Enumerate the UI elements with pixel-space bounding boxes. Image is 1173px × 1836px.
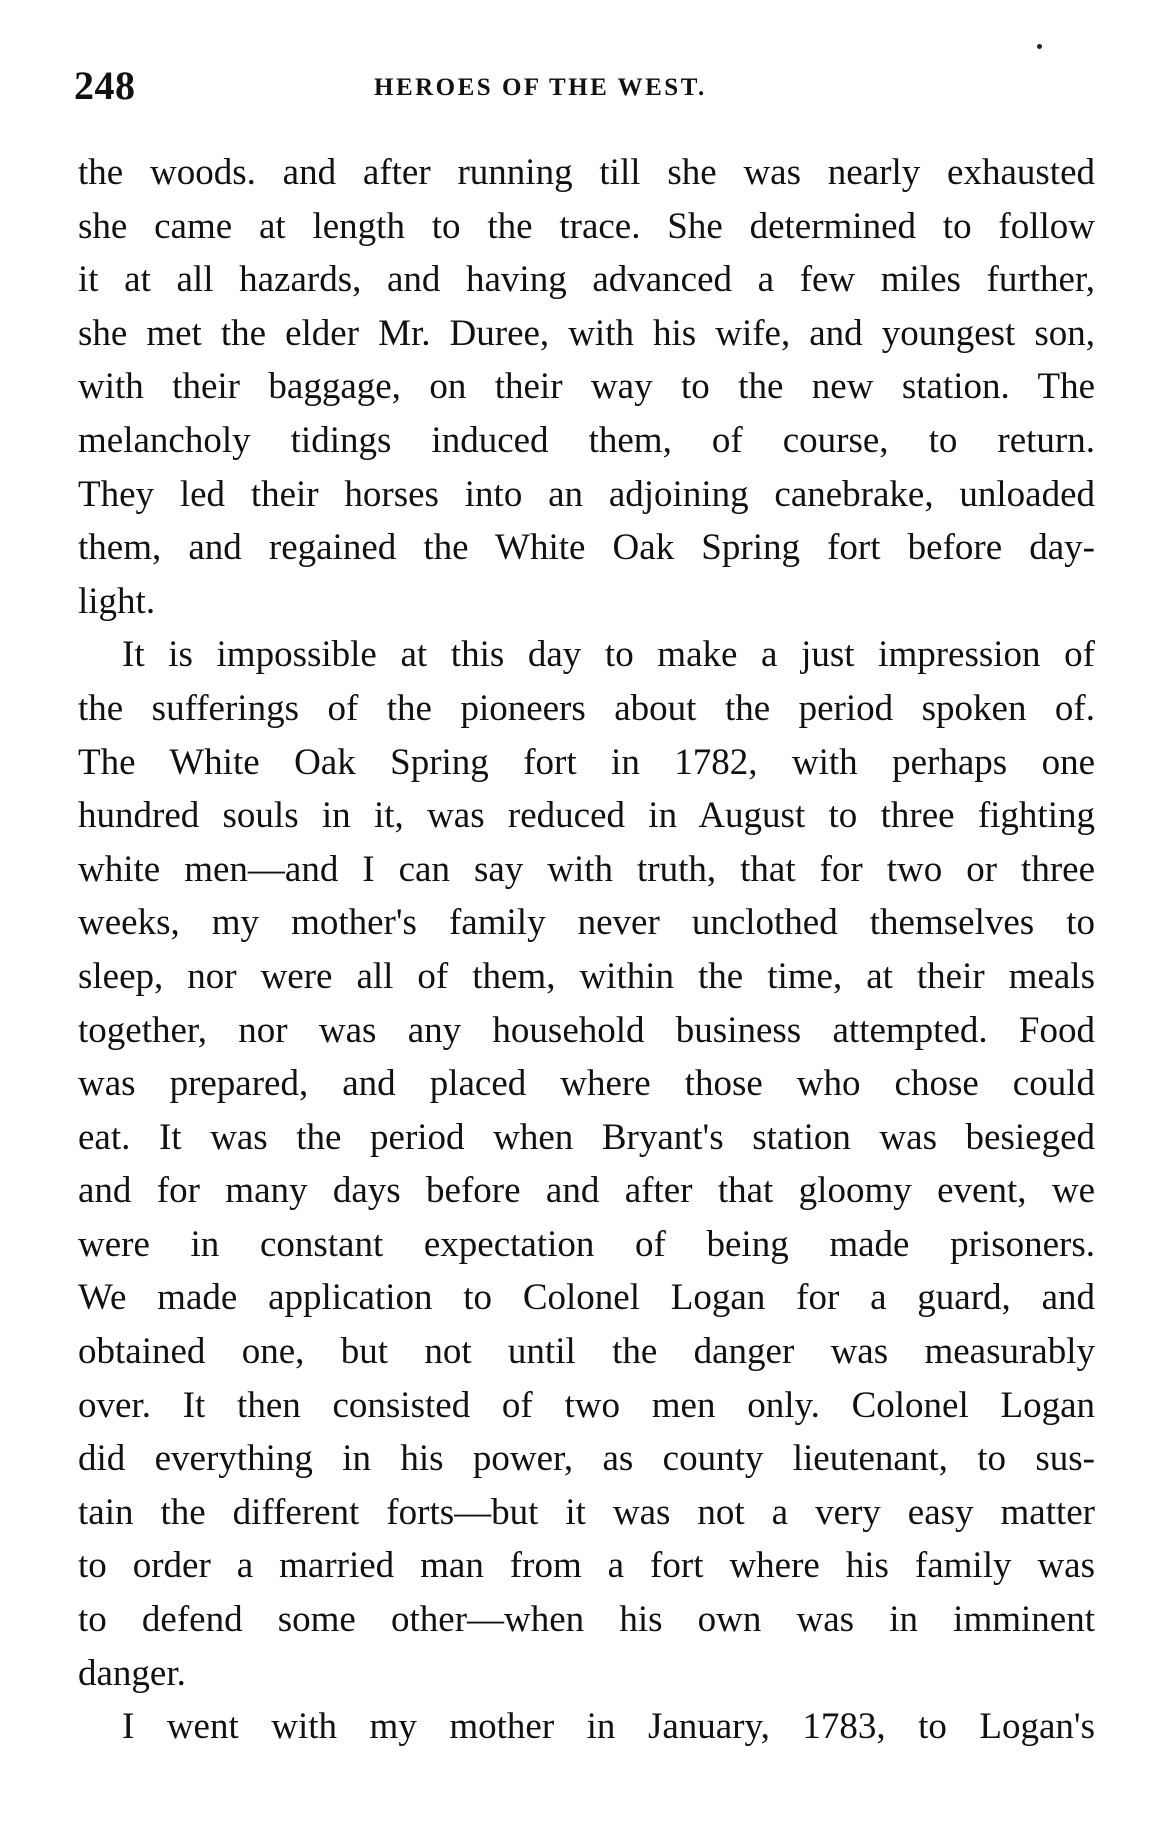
text-line: over. It then consisted of two men only. Colonel Logan: [78, 1384, 1095, 1426]
text-line: did everything in his power, as county lieutenant, to sus-: [78, 1438, 1095, 1480]
text-line: she came at length to the trace. She determined to follow: [78, 205, 1095, 247]
text-line: tain the different forts—but it was not a very easy matter: [78, 1491, 1095, 1533]
text-line: together, nor was any household business attempted. Food: [78, 1009, 1095, 1051]
text-line: the woods. and after running till she was nearly exhausted: [78, 152, 1095, 193]
text-line: weeks, my mother's family never unclothed themselves to: [78, 902, 1095, 944]
ink-speck: [1037, 44, 1042, 49]
text-line: the sufferings of the pioneers about the period spoken of.: [78, 687, 1095, 729]
text-line: were in constant expectation of being made prisoners.: [78, 1223, 1095, 1265]
page-header: [74, 62, 1094, 122]
running-head: HEROES OF THE WEST.: [374, 74, 707, 101]
text-line: it at all hazards, and having advanced a few miles further,: [78, 259, 1095, 301]
text-line: light.: [78, 580, 156, 622]
text-line: with their baggage, on their way to the new station. The: [78, 366, 1095, 408]
text-line: them, and regained the White Oak Spring fort before day-: [78, 527, 1095, 569]
text-line: The White Oak Spring fort in 1782, with perhaps one: [78, 741, 1095, 783]
text-line: obtained one, but not until the danger was measurably: [78, 1331, 1095, 1373]
text-line: sleep, nor were all of them, within the time, at their meals: [78, 955, 1095, 997]
text-line: We made application to Colonel Logan for a guard, and: [78, 1277, 1095, 1319]
text-line: to defend some other—when his own was in imminent: [78, 1599, 1095, 1641]
text-line: melancholy tidings induced them, of course, to return.: [78, 419, 1095, 461]
text-line: eat. It was the period when Bryant's station was besieged: [78, 1116, 1095, 1158]
text-line: They led their horses into an adjoining canebrake, unloaded: [78, 473, 1095, 515]
text-line: white men—and I can say with truth, that for two or three: [78, 848, 1095, 890]
body-text: [78, 146, 1095, 1754]
text-line: was prepared, and placed where those who chose could: [78, 1063, 1095, 1105]
text-line: I went with my mother in January, 1783, to Logan's: [122, 1706, 1095, 1748]
text-line: she met the elder Mr. Duree, with his wife, and youngest son,: [78, 312, 1095, 354]
text-line: and for many days before and after that gloomy event, we: [78, 1170, 1095, 1212]
text-line: It is impossible at this day to make a just impression of: [122, 634, 1095, 676]
text-line: to order a married man from a fort where his family was: [78, 1545, 1095, 1587]
text-line: danger.: [78, 1652, 186, 1694]
text-line: hundred souls in it, was reduced in August to three fighting: [78, 795, 1095, 837]
page-number: 248: [74, 63, 136, 108]
